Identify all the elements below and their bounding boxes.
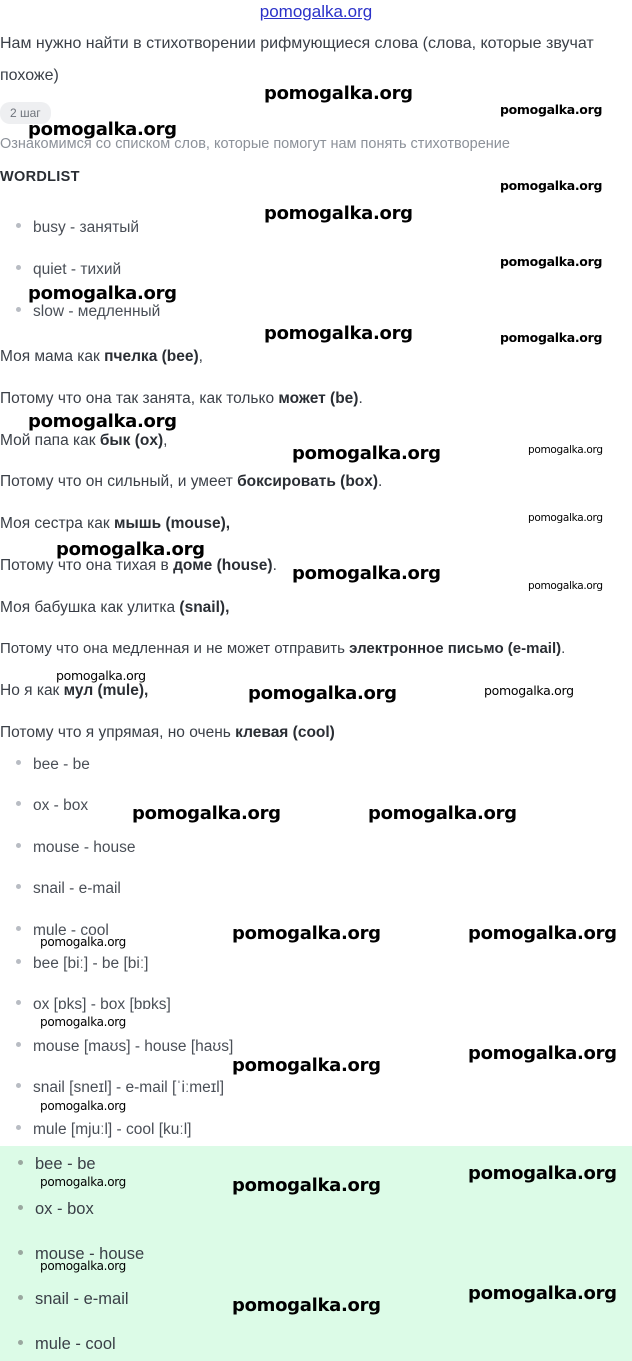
wordlist-item: quiet - тихий [16,261,121,279]
watermark: pomogalka.org [500,254,603,269]
poem-line: Но я как мул (mule), [0,682,149,699]
answer-item: mule - cool [18,1335,116,1354]
watermark: pomogalka.org [500,330,603,345]
watermark: pomogalka.org [56,668,146,683]
bullet-icon [18,1160,23,1165]
rhyme-item: snail - e-mail [16,880,121,898]
watermark: pomogalka.org [232,923,381,944]
watermark: pomogalka.org [528,444,603,456]
answer-item: ox - box [18,1200,94,1219]
bullet-icon [16,223,21,228]
step-badge: 2 шаг [0,102,51,124]
watermark: pomogalka.org [468,1043,617,1064]
poem-line: Потому что она тихая в доме (house). [0,557,277,574]
bullet-icon [16,1083,21,1088]
watermark: pomogalka.org [40,1175,126,1189]
poem-line: Потому что она медленная и не может отправить электронное письмо (e-mail). [0,640,566,657]
transcription-item: snail [sneɪl] - e-mail [ˈiːmeɪl] [16,1079,224,1097]
bullet-icon [18,1205,23,1210]
poem-line: Мой папа как бык (ox), [0,432,168,449]
watermark: pomogalka.org [264,83,413,104]
rhyme-item: ox - box [16,797,88,815]
watermark: pomogalka.org [232,1295,381,1316]
rhyme-item: mouse - house [16,839,136,857]
watermark: pomogalka.org [40,1015,126,1029]
bullet-icon [16,1042,21,1047]
watermark: pomogalka.org [28,119,177,140]
watermark: pomogalka.org [468,1283,617,1304]
watermark: pomogalka.org [500,178,603,193]
watermark: pomogalka.org [292,563,441,584]
watermark: pomogalka.org [528,580,603,592]
watermark: pomogalka.org [132,803,281,824]
watermark: pomogalka.org [468,923,617,944]
bullet-icon [16,1125,21,1130]
bullet-icon [16,760,21,765]
bullet-icon [16,926,21,931]
bullet-icon [18,1250,23,1255]
watermark: pomogalka.org [500,102,603,117]
watermark: pomogalka.org [264,323,413,344]
bullet-icon [16,801,21,806]
bullet-icon [18,1340,23,1345]
watermark: pomogalka.org [468,1163,617,1184]
transcription-item: mule [mjuːl] - cool [kuːl] [16,1121,192,1139]
transcription-item: mouse [maʊs] - house [haʊs] [16,1038,233,1056]
watermark: pomogalka.org [40,935,126,949]
transcription-item: ox [ɒks] - box [bɒks] [16,996,171,1014]
transcription-item: bee [biː] - be [biː] [16,955,148,973]
watermark: pomogalka.org [264,203,413,224]
bullet-icon [16,959,21,964]
answer-item: snail - e-mail [18,1290,129,1309]
answer-item: bee - be [18,1155,96,1174]
wordlist-title: WORDLIST [0,169,80,185]
bullet-icon [16,843,21,848]
intro-text: Нам нужно найти в стихотворении рифмующиеся слова (слова, которые звучат похоже) [0,35,594,84]
watermark: pomogalka.org [368,803,517,824]
watermark: pomogalka.org [40,1099,126,1113]
answer-item: mouse - house [18,1245,144,1264]
watermark: pomogalka.org [56,539,205,560]
step-description: Ознакомимся со списком слов, которые помогут нам понять стихотворение [0,136,510,152]
bullet-icon [16,307,21,312]
watermark: pomogalka.org [232,1175,381,1196]
poem-line: Потому что я упрямая, но очень клевая (cool) [0,724,335,741]
poem-line: Моя сестра как мышь (mouse), [0,515,231,532]
poem-line: Потому что он сильный, и умеет боксировать (box). [0,473,383,490]
wordlist-item: slow - медленный [16,303,160,321]
poem-line: Потому что она так занята, как только может (be). [0,390,363,407]
rhyme-item: bee - be [16,756,90,774]
watermark: pomogalka.org [484,683,574,698]
bullet-icon [16,265,21,270]
bullet-icon [18,1295,23,1300]
watermark: pomogalka.org [528,512,603,524]
wordlist-item: busy - занятый [16,219,139,237]
watermark: pomogalka.org [232,1055,381,1076]
rhyme-item: mule - cool [16,922,109,940]
bullet-icon [16,884,21,889]
watermark: pomogalka.org [248,683,397,704]
poem-line: Моя мама как пчелка (bee), [0,348,203,365]
watermark: pomogalka.org [28,283,177,304]
watermark: pomogalka.org [28,411,177,432]
poem-line: Моя бабушка как улитка (snail), [0,599,230,616]
watermark: pomogalka.org [292,443,441,464]
site-link[interactable]: pomogalka.org [259,2,373,21]
bullet-icon [16,1000,21,1005]
watermark: pomogalka.org [40,1259,126,1273]
